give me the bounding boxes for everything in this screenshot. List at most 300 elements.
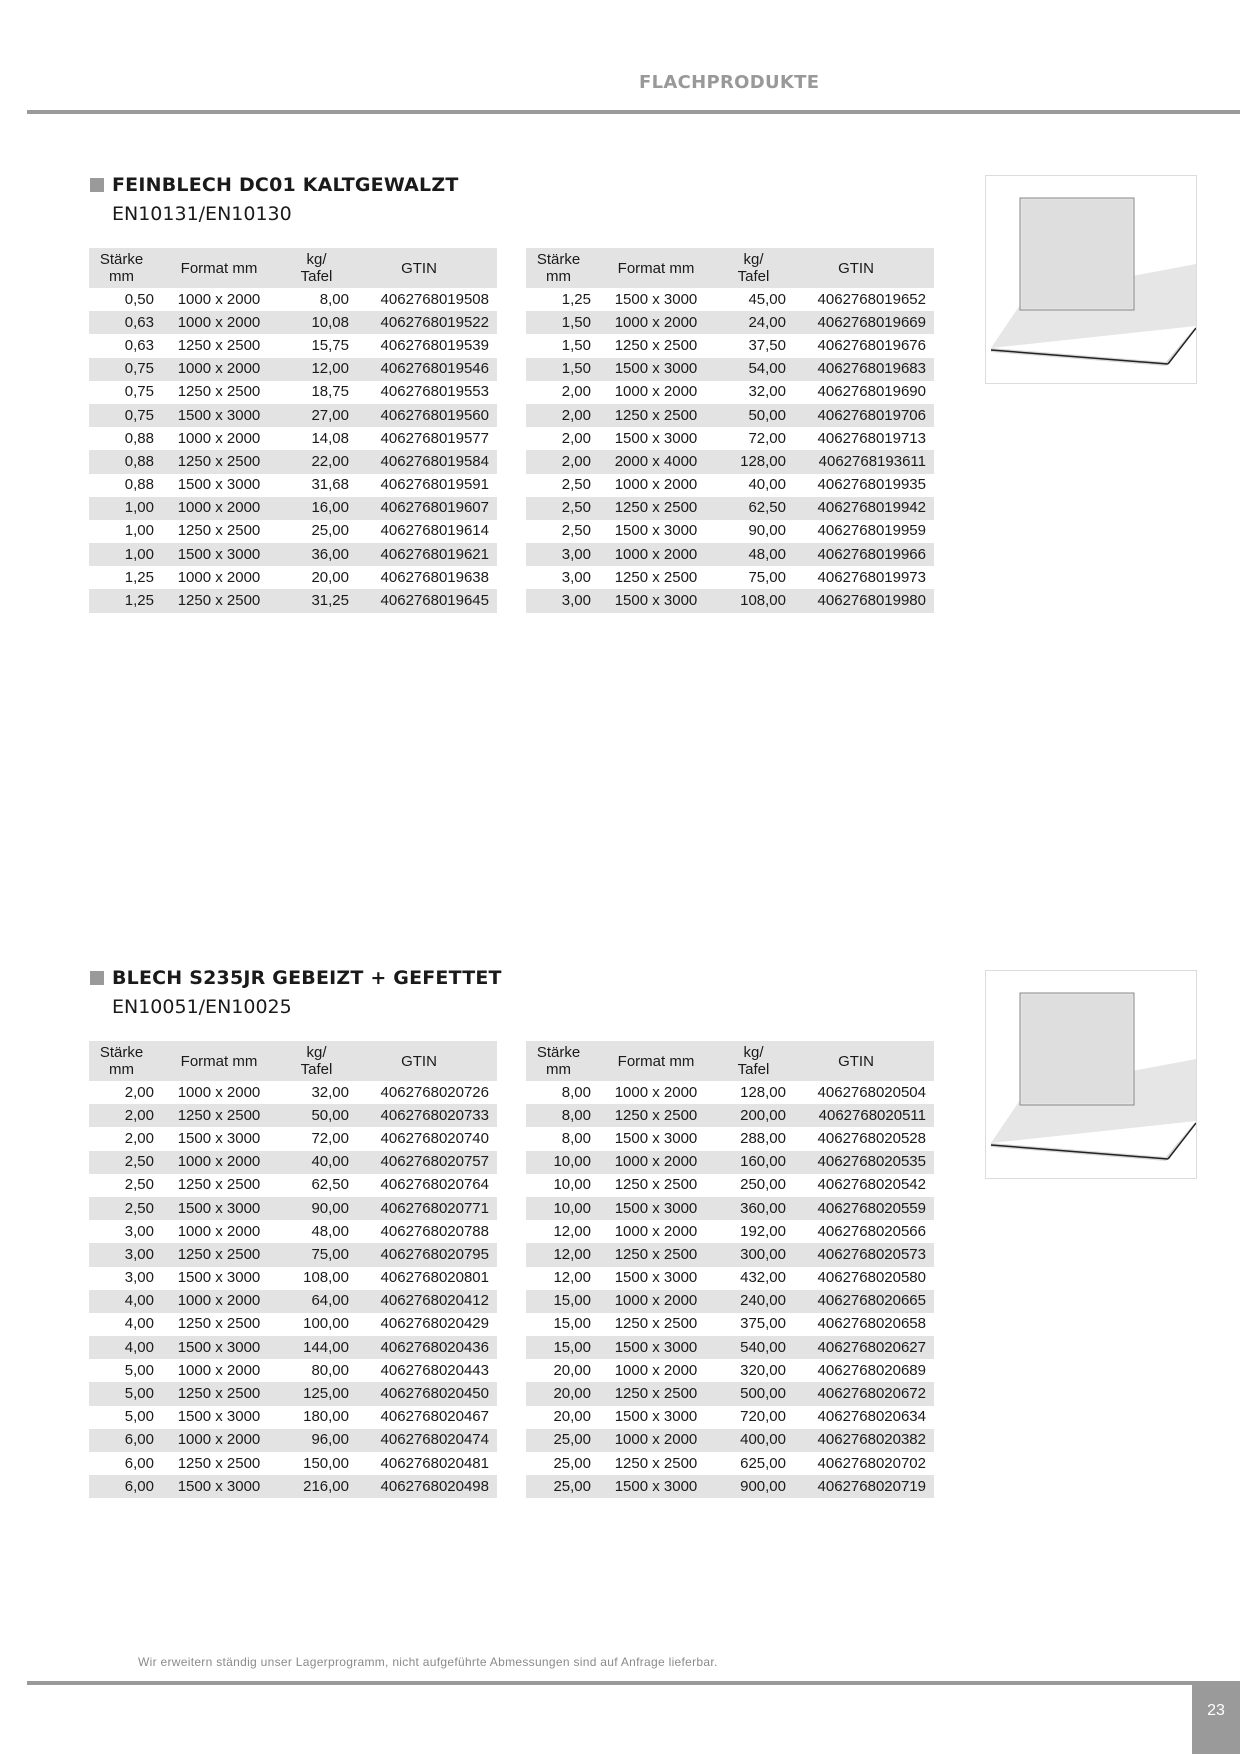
table-row (526, 589, 934, 612)
cell-staerke: 5,00 (124, 1361, 154, 1379)
cell-kg: 37,50 (748, 336, 786, 354)
cell-kg: 54,00 (721, 358, 786, 381)
cell-gtin: 4062768020764 (380, 1176, 489, 1194)
cell-staerke: 4,00 (124, 1315, 154, 1333)
cell-kg: 540,00 (721, 1336, 786, 1359)
cell-kg: 27,00 (284, 404, 349, 427)
table-row (89, 288, 497, 311)
product-table-left (89, 1041, 497, 1498)
section-bullet (90, 178, 104, 192)
cell-gtin: 4062768020689 (817, 1361, 926, 1379)
cell-staerke: 2,00 (561, 429, 591, 447)
cell-format: 1000 x 2000 (154, 1151, 284, 1174)
cell-staerke: 1,50 (526, 311, 591, 334)
table-row (526, 1336, 934, 1359)
cell-gtin: 4062768020559 (786, 1197, 934, 1220)
cell-kg: 48,00 (721, 543, 786, 566)
table-row (89, 1359, 497, 1382)
table-row (89, 1127, 497, 1150)
cell-format: 1000 x 2000 (614, 1083, 698, 1101)
cell-gtin: 4062768019607 (349, 497, 497, 520)
cell-format: 1500 x 3000 (591, 358, 721, 381)
cell-staerke: 1,25 (124, 568, 154, 586)
cell-format: 1500 x 3000 (154, 1475, 284, 1498)
cell-gtin: 4062768020634 (817, 1408, 926, 1426)
table-row (89, 1313, 497, 1336)
table-row (526, 1452, 934, 1475)
cell-staerke: 5,00 (89, 1382, 154, 1405)
cell-staerke: 3,00 (526, 589, 591, 612)
cell-kg: 250,00 (740, 1176, 786, 1194)
cell-format: 1000 x 2000 (614, 1222, 698, 1240)
cell-gtin: 4062768019577 (380, 429, 489, 447)
cell-format: 1500 x 3000 (177, 476, 261, 494)
table-row (89, 1475, 497, 1498)
footer-divider (27, 1681, 1240, 1685)
cell-gtin: 4062768020702 (817, 1454, 926, 1472)
cell-staerke: 0,63 (89, 311, 154, 334)
cell-format: 1500 x 3000 (591, 1475, 721, 1498)
cell-kg: 18,75 (311, 383, 349, 401)
cell-gtin: 4062768020795 (349, 1243, 497, 1266)
cell-staerke: 1,00 (89, 543, 154, 566)
cell-kg: 80,00 (311, 1361, 349, 1379)
cell-staerke: 10,00 (526, 1197, 591, 1220)
cell-gtin: 4062768019591 (380, 476, 489, 494)
cell-gtin: 4062768019942 (786, 497, 934, 520)
cell-kg: 16,00 (284, 497, 349, 520)
cell-gtin: 4062768019553 (380, 383, 489, 401)
cell-format: 1250 x 2500 (591, 1243, 721, 1266)
cell-staerke: 1,25 (561, 290, 591, 308)
cell-kg: 40,00 (748, 476, 786, 494)
cell-staerke: 20,00 (553, 1361, 591, 1379)
cell-kg: 62,50 (311, 1176, 349, 1194)
cell-staerke: 12,00 (553, 1269, 591, 1287)
cell-staerke: 15,00 (553, 1315, 591, 1333)
cell-staerke: 6,00 (89, 1475, 154, 1498)
table-header-row (526, 1041, 934, 1081)
cell-format: 1250 x 2500 (177, 1315, 261, 1333)
cell-gtin: 4062768020788 (380, 1222, 489, 1240)
cell-format: 1250 x 2500 (614, 1315, 698, 1333)
table-row (89, 358, 497, 381)
col-header-kg: kg/ Tafel (284, 1041, 349, 1081)
cell-staerke: 1,00 (89, 497, 154, 520)
page-number: 23 (1207, 1702, 1225, 1719)
cell-gtin: 4062768019713 (817, 429, 926, 447)
cell-staerke: 8,00 (561, 1083, 591, 1101)
cell-staerke: 8,00 (561, 1129, 591, 1147)
col-header-format: Format mm (154, 1041, 284, 1081)
cell-format: 1500 x 3000 (614, 522, 698, 540)
cell-gtin: 4062768020719 (786, 1475, 934, 1498)
table-row (89, 1174, 497, 1197)
table-row (89, 520, 497, 543)
col-header-format: Format mm (591, 1041, 721, 1081)
cell-staerke: 4,00 (89, 1290, 154, 1313)
col-header-staerke: Stärke mm (526, 248, 591, 288)
cell-format: 1500 x 3000 (154, 1197, 284, 1220)
cell-gtin: 4062768020665 (786, 1290, 934, 1313)
cell-kg: 96,00 (284, 1429, 349, 1452)
table-row (89, 1151, 497, 1174)
cell-staerke: 3,00 (526, 543, 591, 566)
cell-format: 1500 x 3000 (177, 1269, 261, 1287)
table-row (526, 450, 934, 473)
product-table-right (526, 248, 934, 613)
cell-gtin: 4062768019935 (817, 476, 926, 494)
cell-staerke: 1,25 (89, 589, 154, 612)
cell-kg: 75,00 (284, 1243, 349, 1266)
cell-kg: 22,00 (284, 450, 349, 473)
cell-kg: 200,00 (721, 1104, 786, 1127)
cell-staerke: 2,00 (124, 1083, 154, 1101)
cell-staerke: 2,00 (526, 450, 591, 473)
cell-kg: 240,00 (721, 1290, 786, 1313)
cell-staerke: 12,00 (553, 1222, 591, 1240)
cell-format: 1250 x 2500 (154, 450, 284, 473)
cell-kg: 300,00 (721, 1243, 786, 1266)
col-header-staerke: Stärke mm (89, 248, 154, 288)
col-header-gtin: GTIN (349, 248, 497, 288)
cell-kg: 75,00 (748, 568, 786, 586)
cell-gtin: 4062768020733 (349, 1104, 497, 1127)
cell-format: 1000 x 2000 (154, 358, 284, 381)
col-header-staerke: Stärke mm (526, 1041, 591, 1081)
cell-format: 1250 x 2500 (177, 1176, 261, 1194)
sheet-metal-image (985, 175, 1197, 384)
cell-format: 1500 x 3000 (177, 1129, 261, 1147)
cell-gtin: 4062768020542 (817, 1176, 926, 1194)
cell-gtin: 4062768019690 (817, 383, 926, 401)
cell-gtin: 4062768020740 (380, 1129, 489, 1147)
cell-gtin: 4062768019706 (786, 404, 934, 427)
cell-gtin: 4062768019973 (817, 568, 926, 586)
table-row (526, 1267, 934, 1290)
cell-staerke: 3,00 (124, 1222, 154, 1240)
table-row (526, 358, 934, 381)
cell-gtin: 4062768020528 (817, 1129, 926, 1147)
cell-kg: 720,00 (740, 1408, 786, 1426)
cell-gtin: 4062768019966 (786, 543, 934, 566)
table-row (89, 474, 497, 497)
cell-format: 2000 x 4000 (591, 450, 721, 473)
cell-kg: 14,08 (311, 429, 349, 447)
cell-kg: 24,00 (721, 311, 786, 334)
table-row (89, 427, 497, 450)
cell-gtin: 4062768019614 (380, 522, 489, 540)
cell-format: 1000 x 2000 (177, 1361, 261, 1379)
cell-gtin: 4062768020498 (349, 1475, 497, 1498)
cell-kg: 108,00 (303, 1269, 349, 1287)
cell-staerke: 2,00 (89, 1104, 154, 1127)
table-row (89, 311, 497, 334)
cell-staerke: 10,00 (553, 1176, 591, 1194)
cell-staerke: 0,88 (124, 429, 154, 447)
cell-format: 1000 x 2000 (614, 476, 698, 494)
cell-staerke: 3,00 (124, 1269, 154, 1287)
table-row (526, 1313, 934, 1336)
page-header-title: FLACHPRODUKTE (639, 72, 820, 93)
cell-kg: 40,00 (284, 1151, 349, 1174)
cell-kg: 360,00 (721, 1197, 786, 1220)
col-header-kg: kg/ Tafel (721, 1041, 786, 1081)
cell-kg: 108,00 (721, 589, 786, 612)
col-header-gtin: GTIN (349, 1041, 497, 1081)
cell-kg: 25,00 (311, 522, 349, 540)
cell-gtin: 4062768020580 (817, 1269, 926, 1287)
cell-gtin: 4062768019980 (786, 589, 934, 612)
cell-kg: 144,00 (284, 1336, 349, 1359)
cell-gtin: 4062768019652 (817, 290, 926, 308)
table-header-row (89, 248, 497, 288)
cell-kg: 375,00 (740, 1315, 786, 1333)
table-row (526, 474, 934, 497)
cell-format: 1250 x 2500 (591, 1382, 721, 1405)
cell-format: 1250 x 2500 (154, 1243, 284, 1266)
cell-gtin: 4062768020412 (349, 1290, 497, 1313)
cell-format: 1250 x 2500 (614, 1176, 698, 1194)
cell-format: 1500 x 3000 (614, 429, 698, 447)
cell-gtin: 4062768019584 (349, 450, 497, 473)
cell-format: 1000 x 2000 (177, 1222, 261, 1240)
cell-format: 1500 x 3000 (154, 404, 284, 427)
cell-kg: 150,00 (303, 1454, 349, 1472)
cell-kg: 64,00 (284, 1290, 349, 1313)
cell-gtin: 4062768020757 (349, 1151, 497, 1174)
cell-kg: 31,25 (284, 589, 349, 612)
cell-format: 1000 x 2000 (177, 568, 261, 586)
cell-staerke: 15,00 (526, 1290, 591, 1313)
cell-staerke: 3,00 (561, 568, 591, 586)
cell-format: 1500 x 3000 (591, 1336, 721, 1359)
cell-format: 1000 x 2000 (154, 1429, 284, 1452)
cell-kg: 72,00 (311, 1129, 349, 1147)
table-row (89, 334, 497, 357)
table-row (89, 1104, 497, 1127)
cell-gtin: 4062768020672 (786, 1382, 934, 1405)
cell-gtin: 4062768020726 (380, 1083, 489, 1101)
cell-kg: 160,00 (721, 1151, 786, 1174)
col-header-format: Format mm (154, 248, 284, 288)
cell-staerke: 0,63 (124, 336, 154, 354)
cell-gtin: 4062768020443 (380, 1361, 489, 1379)
cell-staerke: 2,50 (89, 1197, 154, 1220)
cell-staerke: 4,00 (89, 1336, 154, 1359)
cell-staerke: 3,00 (89, 1243, 154, 1266)
cell-gtin: 4062768019546 (349, 358, 497, 381)
cell-format: 1250 x 2500 (177, 1454, 261, 1472)
cell-staerke: 2,00 (561, 383, 591, 401)
cell-staerke: 2,50 (561, 522, 591, 540)
section-title: FEINBLECH DC01 KALTGEWALZT (112, 174, 459, 196)
cell-kg: 90,00 (284, 1197, 349, 1220)
cell-gtin: 4062768020382 (786, 1429, 934, 1452)
sheet-metal-image (985, 970, 1197, 1179)
col-header-kg: kg/ Tafel (721, 248, 786, 288)
cell-gtin: 4062768020504 (817, 1083, 926, 1101)
cell-format: 1000 x 2000 (154, 311, 284, 334)
table-row (89, 381, 497, 404)
cell-staerke: 25,00 (526, 1475, 591, 1498)
cell-format: 1500 x 3000 (591, 589, 721, 612)
table-row (89, 1267, 497, 1290)
table-row (526, 520, 934, 543)
table-row (89, 1336, 497, 1359)
table-row (89, 566, 497, 589)
cell-gtin: 4062768020573 (786, 1243, 934, 1266)
cell-gtin: 4062768020771 (349, 1197, 497, 1220)
cell-format: 1500 x 3000 (177, 1408, 261, 1426)
cell-staerke: 2,50 (124, 1176, 154, 1194)
cell-staerke: 6,00 (124, 1454, 154, 1472)
table-row (526, 1382, 934, 1405)
table-row (89, 1081, 497, 1104)
cell-kg: 90,00 (748, 522, 786, 540)
cell-format: 1500 x 3000 (154, 1336, 284, 1359)
cell-gtin: 4062768019508 (380, 290, 489, 308)
table-row (526, 311, 934, 334)
table-row (89, 1197, 497, 1220)
table-row (89, 543, 497, 566)
cell-staerke: 0,88 (124, 476, 154, 494)
col-header-gtin: GTIN (786, 1041, 934, 1081)
cell-format: 1000 x 2000 (154, 497, 284, 520)
cell-gtin: 4062768020474 (349, 1429, 497, 1452)
cell-format: 1250 x 2500 (591, 497, 721, 520)
cell-format: 1000 x 2000 (614, 1361, 698, 1379)
page-number-box (1192, 1684, 1240, 1754)
cell-gtin: 4062768019560 (349, 404, 497, 427)
section-subtitle: EN10051/EN10025 (112, 996, 292, 1018)
table-row (526, 1475, 934, 1498)
table-row (526, 427, 934, 450)
cell-kg: 50,00 (284, 1104, 349, 1127)
cell-kg: 32,00 (748, 383, 786, 401)
cell-gtin: 4062768019683 (786, 358, 934, 381)
cell-format: 1000 x 2000 (591, 1290, 721, 1313)
cell-gtin: 4062768019645 (349, 589, 497, 612)
cell-format: 1250 x 2500 (591, 1104, 721, 1127)
cell-kg: 48,00 (311, 1222, 349, 1240)
cell-gtin: 4062768020627 (786, 1336, 934, 1359)
cell-kg: 400,00 (721, 1429, 786, 1452)
table-row (526, 543, 934, 566)
cell-format: 1000 x 2000 (154, 1290, 284, 1313)
cell-staerke: 0,50 (124, 290, 154, 308)
table-row (526, 334, 934, 357)
table-row (89, 1452, 497, 1475)
table-row (526, 497, 934, 520)
table-row (526, 1406, 934, 1429)
cell-kg: 36,00 (284, 543, 349, 566)
table-row (526, 1197, 934, 1220)
cell-gtin: 4062768019676 (817, 336, 926, 354)
table-row (89, 404, 497, 427)
cell-staerke: 0,75 (89, 358, 154, 381)
table-row (89, 1406, 497, 1429)
cell-gtin: 4062768020450 (349, 1382, 497, 1405)
cell-staerke: 25,00 (553, 1454, 591, 1472)
cell-gtin: 4062768020566 (817, 1222, 926, 1240)
cell-kg: 12,00 (284, 358, 349, 381)
cell-kg: 180,00 (303, 1408, 349, 1426)
cell-staerke: 8,00 (526, 1104, 591, 1127)
cell-gtin: 4062768020436 (349, 1336, 497, 1359)
col-header-format: Format mm (591, 248, 721, 288)
cell-gtin: 4062768019539 (380, 336, 489, 354)
cell-kg: 432,00 (740, 1269, 786, 1287)
table-header-row (89, 1041, 497, 1081)
col-header-staerke: Stärke mm (89, 1041, 154, 1081)
table-row (89, 1220, 497, 1243)
cell-staerke: 6,00 (89, 1429, 154, 1452)
cell-gtin: 4062768020467 (380, 1408, 489, 1426)
table-row (89, 450, 497, 473)
cell-staerke: 0,88 (89, 450, 154, 473)
cell-kg: 128,00 (740, 1083, 786, 1101)
cell-staerke: 5,00 (124, 1408, 154, 1426)
cell-kg: 320,00 (740, 1361, 786, 1379)
cell-staerke: 12,00 (526, 1243, 591, 1266)
cell-format: 1250 x 2500 (177, 383, 261, 401)
cell-format: 1500 x 3000 (154, 543, 284, 566)
cell-staerke: 20,00 (553, 1408, 591, 1426)
table-header-row (526, 248, 934, 288)
cell-gtin: 4062768019638 (380, 568, 489, 586)
cell-format: 1000 x 2000 (177, 290, 261, 308)
table-row (526, 1290, 934, 1313)
cell-gtin: 4062768020658 (817, 1315, 926, 1333)
table-row (526, 1174, 934, 1197)
cell-format: 1500 x 3000 (614, 1129, 698, 1147)
cell-format: 1250 x 2500 (177, 522, 261, 540)
cell-format: 1250 x 2500 (154, 1382, 284, 1405)
table-row (526, 1429, 934, 1452)
table-row (89, 1382, 497, 1405)
cell-gtin: 4062768019959 (817, 522, 926, 540)
cell-kg: 31,68 (311, 476, 349, 494)
table-row (526, 288, 934, 311)
cell-staerke: 2,00 (124, 1129, 154, 1147)
cell-format: 1000 x 2000 (591, 1429, 721, 1452)
cell-format: 1500 x 3000 (614, 1408, 698, 1426)
cell-kg: 50,00 (721, 404, 786, 427)
cell-format: 1250 x 2500 (614, 568, 698, 586)
cell-format: 1250 x 2500 (614, 336, 698, 354)
cell-format: 1500 x 3000 (614, 290, 698, 308)
cell-gtin: 4062768193611 (786, 450, 934, 473)
cell-kg: 62,50 (721, 497, 786, 520)
cell-format: 1000 x 2000 (591, 543, 721, 566)
cell-staerke: 2,50 (89, 1151, 154, 1174)
cell-kg: 625,00 (740, 1454, 786, 1472)
cell-format: 1250 x 2500 (614, 1454, 698, 1472)
table-row (526, 1151, 934, 1174)
table-row (526, 381, 934, 404)
cell-kg: 216,00 (284, 1475, 349, 1498)
cell-staerke: 2,50 (526, 497, 591, 520)
section-title: BLECH S235JR GEBEIZT + GEFETTET (112, 967, 502, 989)
table-row (526, 1127, 934, 1150)
cell-gtin: 4062768019522 (349, 311, 497, 334)
cell-staerke: 20,00 (526, 1382, 591, 1405)
cell-kg: 128,00 (721, 450, 786, 473)
table-row (526, 1104, 934, 1127)
cell-kg: 900,00 (721, 1475, 786, 1498)
table-row (89, 497, 497, 520)
